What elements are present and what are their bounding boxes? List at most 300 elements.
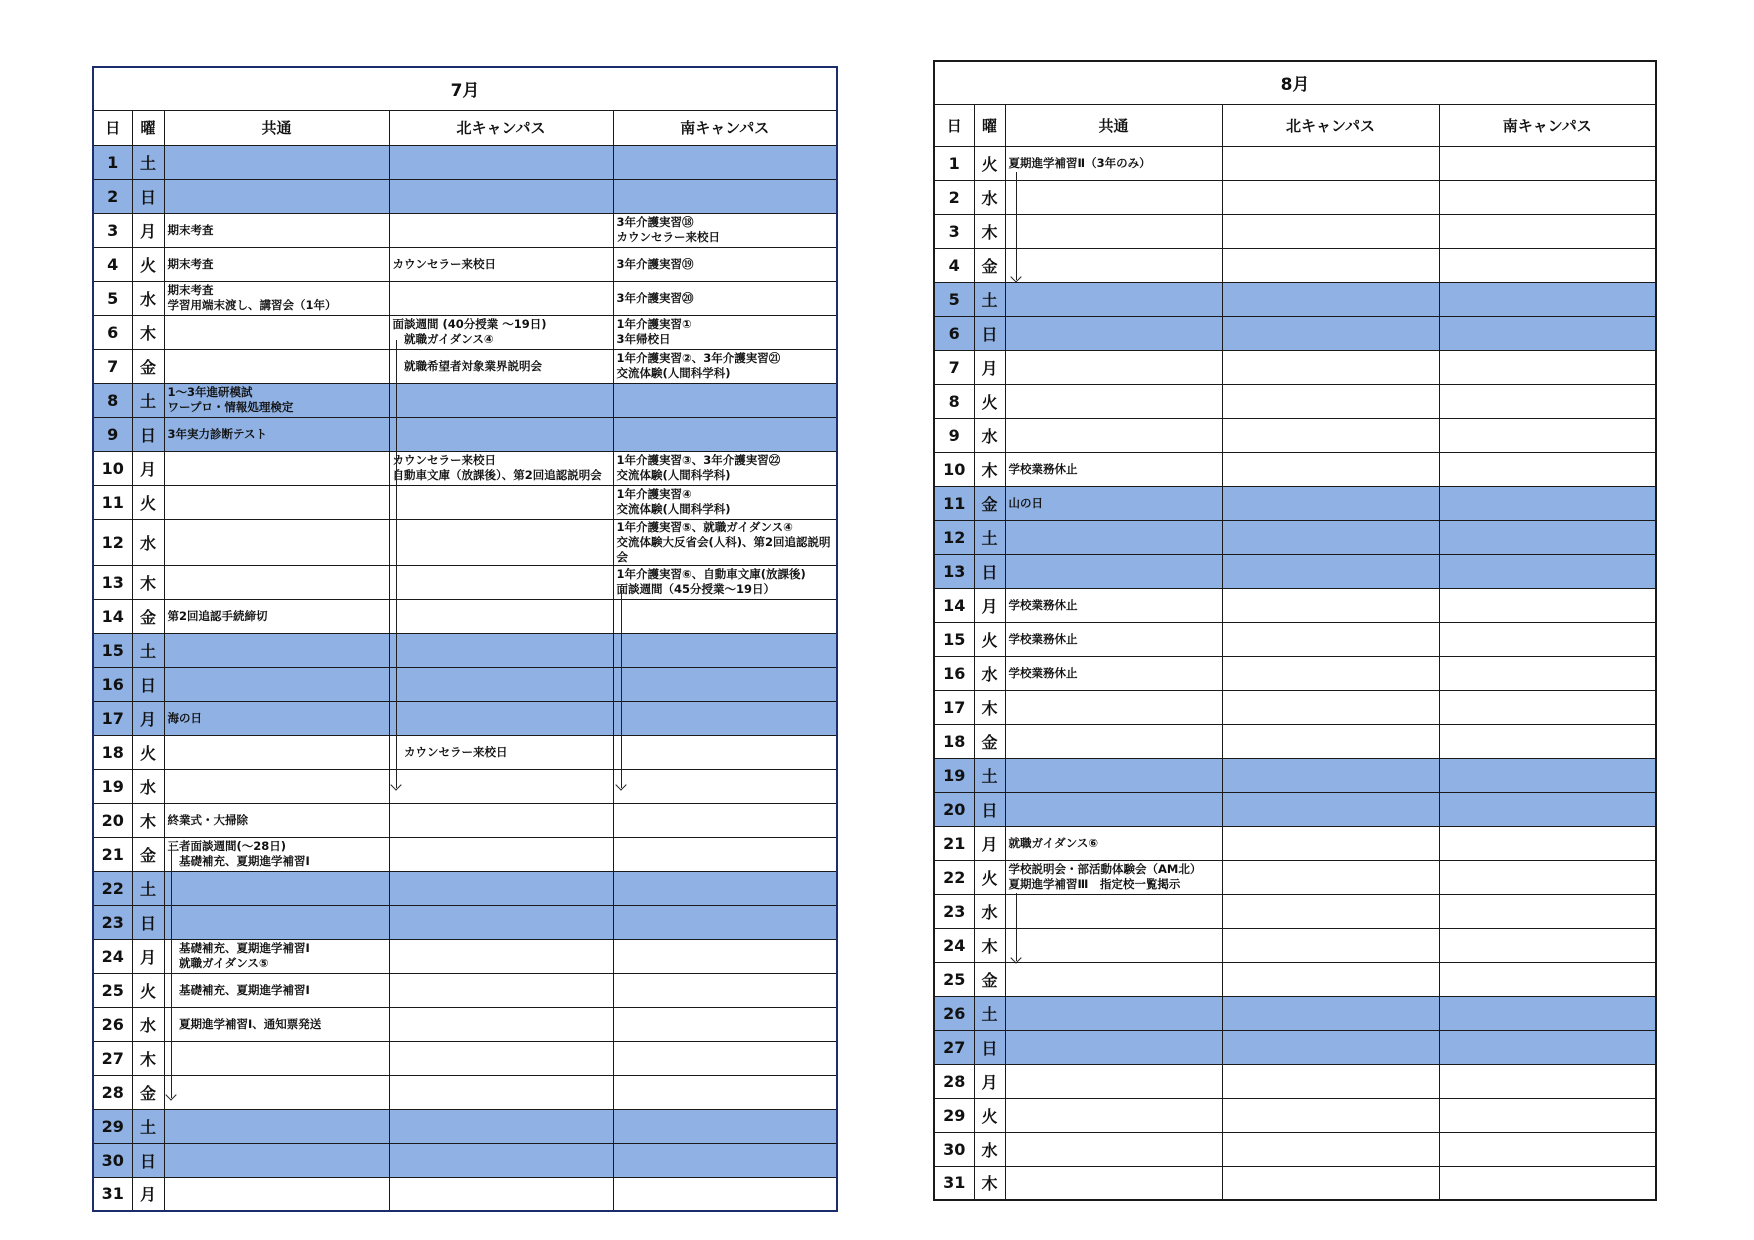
south-event: [1439, 1064, 1656, 1098]
south-event: [1439, 622, 1656, 656]
day-row: [93, 451, 837, 485]
day-row: [934, 520, 1656, 554]
north-event: [1222, 248, 1439, 282]
common-event: 3年実力診断テスト: [164, 417, 389, 451]
south-event: [613, 145, 837, 179]
day-row: [93, 315, 837, 349]
day-row: [934, 656, 1656, 690]
common-event: 夏期進学補習Ⅱ（3年のみ）: [1005, 146, 1222, 180]
south-event: [613, 735, 837, 769]
day-row: [934, 996, 1656, 1030]
north-event: [1222, 792, 1439, 826]
weekday: 月: [132, 451, 164, 485]
common-event: [164, 905, 389, 939]
weekday: 土: [132, 1109, 164, 1143]
common-event: [1005, 996, 1222, 1030]
day-number: 2: [934, 180, 974, 214]
north-event: [1222, 928, 1439, 962]
day-row: [93, 939, 837, 973]
north-event: [389, 179, 613, 213]
south-event: [1439, 792, 1656, 826]
weekday: 金: [132, 1075, 164, 1109]
day-row: [93, 667, 837, 701]
north-event: カウンセラー来校日: [389, 247, 613, 281]
day-number: 4: [93, 247, 132, 281]
day-row: [934, 248, 1656, 282]
day-row: [93, 735, 837, 769]
common-event: [1005, 214, 1222, 248]
common-event: [164, 485, 389, 519]
south-event: 1年介護実習④ 交流体験(人間科学科): [613, 485, 837, 519]
weekday: 火: [974, 622, 1005, 656]
day-number: 23: [93, 905, 132, 939]
common-event: [1005, 928, 1222, 962]
weekday: 木: [132, 1041, 164, 1075]
day-number: 14: [934, 588, 974, 622]
north-event: [1222, 418, 1439, 452]
day-number: 17: [934, 690, 974, 724]
weekday: 土: [974, 282, 1005, 316]
weekday: 月: [974, 1064, 1005, 1098]
common-event: [164, 633, 389, 667]
south-event: [1439, 384, 1656, 418]
north-event: [1222, 1030, 1439, 1064]
day-number: 30: [93, 1143, 132, 1177]
weekday: 金: [974, 248, 1005, 282]
day-row: [93, 871, 837, 905]
weekday: 日: [974, 554, 1005, 588]
south-event: [1439, 894, 1656, 928]
day-row: [934, 418, 1656, 452]
common-event: 基礎補充、夏期進学補習Ⅰ: [164, 973, 389, 1007]
day-row: [93, 701, 837, 735]
south-event: [613, 837, 837, 871]
day-number: 11: [93, 485, 132, 519]
day-number: 7: [934, 350, 974, 384]
north-event: [389, 599, 613, 633]
north-event: [1222, 180, 1439, 214]
south-event: [1439, 860, 1656, 894]
day-row: [934, 894, 1656, 928]
north-event: [1222, 826, 1439, 860]
common-event: [164, 769, 389, 803]
day-row: [934, 758, 1656, 792]
north-event: [1222, 486, 1439, 520]
day-number: 30: [934, 1132, 974, 1166]
weekday: 火: [974, 1098, 1005, 1132]
day-number: 5: [934, 282, 974, 316]
north-event: [389, 1075, 613, 1109]
day-row: [93, 1075, 837, 1109]
day-number: 19: [934, 758, 974, 792]
weekday: 土: [132, 383, 164, 417]
day-row: [93, 417, 837, 451]
weekday: 木: [974, 214, 1005, 248]
day-row: [93, 485, 837, 519]
common-event: 1～3年進研模試 ワープロ・情報処理検定: [164, 383, 389, 417]
north-event: [389, 519, 613, 565]
weekday: 水: [974, 1132, 1005, 1166]
weekday: 土: [974, 520, 1005, 554]
day-number: 21: [93, 837, 132, 871]
day-number: 9: [93, 417, 132, 451]
weekday: 火: [132, 247, 164, 281]
north-event: [389, 973, 613, 1007]
common-event: 就職ガイダンス⑥: [1005, 826, 1222, 860]
common-event: 学校業務休止: [1005, 622, 1222, 656]
day-row: [93, 281, 837, 315]
month-title: 8月: [934, 61, 1656, 104]
north-event: [389, 383, 613, 417]
day-row: [934, 282, 1656, 316]
north-event: [1222, 520, 1439, 554]
weekday: 木: [974, 928, 1005, 962]
august-rows: [934, 146, 1656, 1200]
weekday: 水: [974, 418, 1005, 452]
north-event: [1222, 316, 1439, 350]
day-row: [93, 1007, 837, 1041]
north-event: [1222, 758, 1439, 792]
weekday: 日: [132, 667, 164, 701]
day-number: 25: [93, 973, 132, 1007]
july-calendar: [92, 66, 838, 1212]
south-event: [613, 905, 837, 939]
south-event: [613, 599, 837, 633]
weekday: 水: [974, 180, 1005, 214]
common-event: 山の日: [1005, 486, 1222, 520]
common-event: 期末考査 学習用端末渡し、講習会（1年）: [164, 281, 389, 315]
common-event: 学校説明会・部活動体験会（AM北） 夏期進学補習Ⅲ 指定校一覧掲示: [1005, 860, 1222, 894]
weekday: 木: [974, 1166, 1005, 1200]
weekday: 日: [974, 1030, 1005, 1064]
north-event: [389, 1007, 613, 1041]
common-event: [1005, 1030, 1222, 1064]
north-event: [389, 769, 613, 803]
common-event: [1005, 384, 1222, 418]
weekday: 月: [132, 213, 164, 247]
common-event: [1005, 690, 1222, 724]
day-number: 20: [934, 792, 974, 826]
south-event: [613, 1109, 837, 1143]
north-event: [389, 871, 613, 905]
common-event: 期末考査: [164, 247, 389, 281]
day-row: [93, 1177, 837, 1211]
day-number: 4: [934, 248, 974, 282]
south-event: [1439, 690, 1656, 724]
south-event: [1439, 316, 1656, 350]
day-number: 24: [934, 928, 974, 962]
weekday: 水: [132, 769, 164, 803]
south-event: [1439, 1166, 1656, 1200]
day-row: [934, 622, 1656, 656]
north-event: [389, 213, 613, 247]
south-event: [613, 417, 837, 451]
south-event: [613, 973, 837, 1007]
south-event: [1439, 520, 1656, 554]
south-event: 1年介護実習⑥、自動車文庫(放課後) 面談週間（45分授業～19日）: [613, 565, 837, 599]
day-number: 24: [93, 939, 132, 973]
weekday: 火: [974, 146, 1005, 180]
day-number: 17: [93, 701, 132, 735]
arrow-august-summer-course-2: [1016, 172, 1017, 280]
south-event: [613, 701, 837, 735]
weekday: 火: [974, 384, 1005, 418]
header-day: 日: [934, 104, 974, 146]
south-event: [1439, 588, 1656, 622]
header-north-campus: 北キャンパス: [1222, 104, 1439, 146]
common-event: [164, 1041, 389, 1075]
day-number: 28: [934, 1064, 974, 1098]
weekday: 金: [974, 486, 1005, 520]
north-event: [389, 145, 613, 179]
common-event: [1005, 792, 1222, 826]
day-number: 1: [93, 145, 132, 179]
weekday: 火: [974, 860, 1005, 894]
south-event: 1年介護実習③、3年介護実習㉒ 交流体験(人間科学科): [613, 451, 837, 485]
weekday: 月: [974, 350, 1005, 384]
south-event: [613, 1075, 837, 1109]
south-event: [1439, 180, 1656, 214]
north-event: [389, 1109, 613, 1143]
day-number: 6: [93, 315, 132, 349]
weekday: 日: [132, 417, 164, 451]
north-event: [1222, 860, 1439, 894]
north-event: [389, 485, 613, 519]
weekday: 水: [974, 894, 1005, 928]
south-event: 1年介護実習②、3年介護実習㉑ 交流体験(人間科学科): [613, 349, 837, 383]
north-event: [1222, 1098, 1439, 1132]
common-event: [164, 667, 389, 701]
day-number: 5: [93, 281, 132, 315]
common-event: 三者面談週間(～28日) 基礎補充、夏期進学補習Ⅰ: [164, 837, 389, 871]
north-event: [1222, 656, 1439, 690]
south-event: [1439, 996, 1656, 1030]
north-event: [1222, 622, 1439, 656]
day-number: 2: [93, 179, 132, 213]
weekday: 日: [974, 316, 1005, 350]
common-event: 海の日: [164, 701, 389, 735]
header-north-campus: 北キャンパス: [389, 110, 613, 145]
north-event: [1222, 1166, 1439, 1200]
month-title: 7月: [93, 67, 837, 110]
arrow-july-north-interview-week: [396, 340, 397, 788]
august-calendar: [933, 60, 1657, 1201]
south-event: [613, 633, 837, 667]
weekday: 日: [974, 792, 1005, 826]
common-event: [164, 315, 389, 349]
south-event: [613, 1177, 837, 1211]
common-event: [1005, 758, 1222, 792]
weekday: 水: [132, 1007, 164, 1041]
common-event: 夏期進学補習Ⅰ、通知票発送: [164, 1007, 389, 1041]
north-event: [1222, 452, 1439, 486]
common-event: [1005, 1098, 1222, 1132]
day-number: 27: [93, 1041, 132, 1075]
day-number: 26: [934, 996, 974, 1030]
north-event: [1222, 894, 1439, 928]
south-event: 3年介護実習⑲: [613, 247, 837, 281]
day-row: [93, 247, 837, 281]
weekday: 金: [132, 599, 164, 633]
north-event: [389, 939, 613, 973]
weekday: 火: [132, 735, 164, 769]
day-number: 22: [93, 871, 132, 905]
weekday: 水: [132, 519, 164, 565]
common-event: [164, 1109, 389, 1143]
header-weekday: 曜: [974, 104, 1005, 146]
day-row: [93, 1143, 837, 1177]
day-number: 22: [934, 860, 974, 894]
north-event: [1222, 384, 1439, 418]
north-event: カウンセラー来校日 自動車文庫（放課後）、第2回追認説明会: [389, 451, 613, 485]
day-row: [934, 180, 1656, 214]
common-event: 期末考査: [164, 213, 389, 247]
arrow-august-summer-course-3: [1016, 893, 1017, 961]
common-event: [1005, 554, 1222, 588]
south-event: [1439, 554, 1656, 588]
north-event: [389, 837, 613, 871]
day-row: [934, 1064, 1656, 1098]
weekday: 木: [132, 315, 164, 349]
header-common: 共通: [164, 110, 389, 145]
common-event: [1005, 418, 1222, 452]
day-row: [934, 928, 1656, 962]
weekday: 月: [132, 701, 164, 735]
weekday: 土: [132, 871, 164, 905]
common-event: [1005, 282, 1222, 316]
weekday: 木: [132, 803, 164, 837]
day-number: 19: [93, 769, 132, 803]
weekday: 火: [132, 485, 164, 519]
day-number: 31: [934, 1166, 974, 1200]
weekday: 月: [974, 588, 1005, 622]
day-row: [93, 1041, 837, 1075]
day-row: [93, 599, 837, 633]
north-event: [1222, 724, 1439, 758]
south-event: [1439, 1098, 1656, 1132]
south-event: [613, 383, 837, 417]
common-event: [1005, 1064, 1222, 1098]
day-row: [934, 1132, 1656, 1166]
weekday: 日: [132, 1143, 164, 1177]
day-row: [934, 316, 1656, 350]
weekday: 木: [132, 565, 164, 599]
day-number: 10: [93, 451, 132, 485]
day-number: 11: [934, 486, 974, 520]
day-number: 12: [93, 519, 132, 565]
day-number: 16: [934, 656, 974, 690]
day-row: [934, 1030, 1656, 1064]
north-event: [1222, 690, 1439, 724]
day-number: 10: [934, 452, 974, 486]
south-event: [1439, 758, 1656, 792]
north-event: [389, 667, 613, 701]
common-event: [1005, 962, 1222, 996]
day-number: 28: [93, 1075, 132, 1109]
day-number: 3: [93, 213, 132, 247]
day-number: 15: [934, 622, 974, 656]
common-event: [164, 145, 389, 179]
day-row: [934, 1166, 1656, 1200]
day-number: 21: [934, 826, 974, 860]
north-event: [1222, 146, 1439, 180]
weekday: 日: [132, 905, 164, 939]
south-event: [1439, 146, 1656, 180]
day-row: [93, 383, 837, 417]
common-event: [164, 1177, 389, 1211]
common-event: [164, 519, 389, 565]
day-row: [934, 214, 1656, 248]
weekday: 土: [974, 758, 1005, 792]
day-number: 29: [93, 1109, 132, 1143]
common-event: [164, 735, 389, 769]
day-number: 20: [93, 803, 132, 837]
common-event: [1005, 350, 1222, 384]
day-number: 29: [934, 1098, 974, 1132]
header-south-campus: 南キャンパス: [1439, 104, 1656, 146]
common-event: [1005, 180, 1222, 214]
south-event: [613, 939, 837, 973]
day-row: [934, 588, 1656, 622]
north-event: [1222, 588, 1439, 622]
day-row: [934, 350, 1656, 384]
day-number: 9: [934, 418, 974, 452]
north-event: 面談週間 (40分授業 ～19日) 就職ガイダンス④: [389, 315, 613, 349]
south-event: [1439, 928, 1656, 962]
south-event: 3年介護実習⑳: [613, 281, 837, 315]
day-row: [934, 962, 1656, 996]
common-event: 学校業務休止: [1005, 656, 1222, 690]
day-number: 12: [934, 520, 974, 554]
south-event: [613, 1143, 837, 1177]
day-row: [934, 486, 1656, 520]
day-row: [934, 690, 1656, 724]
north-event: [1222, 282, 1439, 316]
north-event: [389, 417, 613, 451]
header-south-campus: 南キャンパス: [613, 110, 837, 145]
day-row: [93, 213, 837, 247]
day-row: [934, 792, 1656, 826]
weekday: 金: [974, 724, 1005, 758]
south-event: [613, 179, 837, 213]
south-event: [1439, 214, 1656, 248]
day-row: [93, 145, 837, 179]
weekday: 金: [974, 962, 1005, 996]
header-weekday: 曜: [132, 110, 164, 145]
common-event: 基礎補充、夏期進学補習Ⅰ 就職ガイダンス⑤: [164, 939, 389, 973]
common-event: [1005, 520, 1222, 554]
north-event: [389, 565, 613, 599]
day-row: [934, 724, 1656, 758]
south-event: [613, 1041, 837, 1075]
weekday: 月: [132, 1177, 164, 1211]
day-number: 8: [934, 384, 974, 418]
south-event: [1439, 962, 1656, 996]
north-event: [389, 905, 613, 939]
day-number: 1: [934, 146, 974, 180]
weekday: 土: [132, 633, 164, 667]
weekday: 水: [974, 656, 1005, 690]
day-row: [934, 384, 1656, 418]
common-event: [164, 871, 389, 905]
north-event: [1222, 1064, 1439, 1098]
south-event: 3年介護実習⑱ カウンセラー来校日: [613, 213, 837, 247]
north-event: 就職希望者対象業界説明会: [389, 349, 613, 383]
common-event: [1005, 248, 1222, 282]
day-number: 13: [934, 554, 974, 588]
day-row: [93, 633, 837, 667]
common-event: 第2回追認手続締切: [164, 599, 389, 633]
